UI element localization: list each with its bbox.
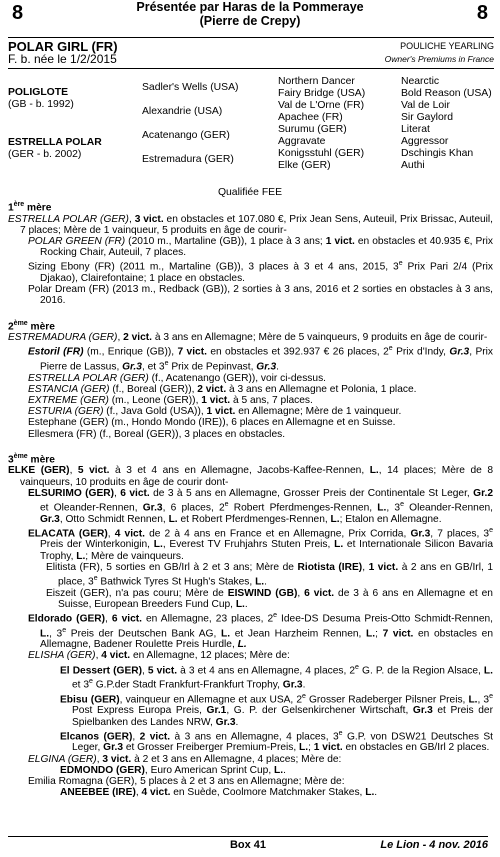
page-footer [8, 836, 488, 853]
produce-entry: ELACATA (GER), 4 vict. de 2 à 4 ans en France et en Allemagne, Prix Corrida, Gr.3, 7 places, 3e Preis der Winterkonigin, L., Everest TV Fruhjahrs Stuten Preis, L. et Internationale Silicon Bavaria Trophy, L.; Mère de vainqueurs. [28, 526, 494, 562]
produce-entry: Ebisu (GER), vainqueur en Allemagne et aux USA, 2e Grosser Radeberger Pilsner Preis, L., 3e Post Express Europa Preis, Gr.1, G. P. der Gelsenkirchener Wirtschaft, Gr.3 et Preis der Spielbanken des Landes NRW, Gr.3. [60, 692, 493, 728]
produce-entry: EDMONDO (GER), Euro American Sprint Cup, L.. [60, 764, 286, 776]
sire-name: POLIGLOTE [8, 87, 69, 98]
g2-item: Acatenango (GER) [142, 130, 230, 141]
horse-name-bar [8, 37, 494, 69]
dam-record: ELKE (GER), 5 vict. à 3 et 4 ans en Allemagne, Jacobs-Kaffee-Rennen, L., 14 places; Mère de 8 vainqueurs, 10 produits en âge de courir dont- [8, 465, 493, 488]
section-heading: 3ème mère [8, 452, 55, 466]
horse-name: POLAR GIRL (FR) [8, 39, 118, 54]
g4-item: Literat [401, 124, 430, 135]
presented-by-line1: Présentée par Haras de la Pommeraye [136, 0, 364, 14]
produce-entry: Elitista (FR), 5 sorties en GB/Irl à 2 et 3 ans; Mère de Riotista (IRE), 1 vict. à 2 ans en GB/Irl, 1 place, 3e Bathwick Tyres St Hugh's Stakes, L.. [46, 561, 493, 588]
lot-number-right: 8 [476, 2, 488, 24]
section-heading: 1ère mère [8, 201, 52, 214]
g2-item: Sadler's Wells (USA) [142, 82, 239, 93]
lot-number-left: 8 [12, 2, 24, 24]
produce-entry: Estephane (GER) (m., Hondo Mondo (IRE)), 6 places en Allemagne et en Suisse. [28, 417, 396, 429]
produce-entry: Emilia Romagna (GER), 5 places à 2 et 3 ans en Allemagne; Mère de: [28, 776, 345, 787]
g3-item: Konigsstuhl (GER) [278, 148, 365, 159]
g2-item: Estremadura (GER) [142, 154, 234, 165]
dam-name: ESTRELLA POLAR [8, 137, 102, 148]
produce-entry: ELGINA (GER), 3 vict. à 2 et 3 ans en Allemagne, 4 places; Mère de: [28, 753, 342, 765]
g4-item: Dschingis Khan [401, 148, 474, 159]
produce-entry: Eiszeit (GER), n'a pas couru; Mère de EISWIND (GB), 6 vict. de 3 à 6 ans en Allemagne et en Suisse, European Breeders Fund Cup, L.. [46, 587, 493, 610]
catalogue-header [0, 0, 500, 38]
sire-info: (GB - b. 1992) [8, 99, 74, 110]
dam-record: ESTREMADURA (GER), 2 vict. à 3 ans en Allemagne; Mère de 5 vainqueurs, 9 produits en âge de courir- [8, 332, 488, 344]
produce-entry: ESTANCIA (GER) (f., Boreal (GER)), 2 vict. à 3 ans en Allemagne et Polonia, 1 place. [28, 383, 417, 395]
produce-record [8, 199, 493, 798]
produce-entry: POLAR GREEN (FR) (2010 m., Martaline (GB)), 1 place à 3 ans; 1 vict. en obstacles et 40.935 €, Prix Rocking Chair, Auteuil, 7 places. [28, 236, 493, 259]
presented-by-line2: (Pierre de Crepy) [199, 14, 301, 28]
g4-item: Val de Loir [401, 100, 450, 111]
g3-item: Val de L'Orne (FR) [278, 100, 365, 111]
g4-item: Aggressor [401, 136, 449, 147]
g3-item: Apachee (FR) [278, 112, 343, 123]
owners-premiums: Owner's Premiums in France [384, 54, 494, 64]
dam-record: ESTRELLA POLAR (GER), 3 vict. en obstacles et 107.080 €, Prix Jean Sens, Auteuil, Prix Brissac, Auteuil, 7 places; Mère de 1 vainqueur, 5 produits en âge de courir- [8, 213, 494, 236]
box-number: Box 41 [229, 839, 267, 851]
produce-entry: Eldorado (GER), 6 vict. en Allemagne, 23 places, 2e Idee-DS Desuma Preis-Otto Schmidt-Rennen, L., 3e Preis der Deutschen Bank AG, L. et Jean Harzheim Rennen, L.; 7 vict. en obstacles en Allemagne, Badener Roulette Preis Hurdle, L. [28, 612, 494, 651]
produce-entry: Sizing Ebony (FR) (2011 m., Martaline (GB)), 3 places à 3 et 4 ans, 2015, 3e Prix Pari 2/4 (Prix Djakao), Clairefontaine; 1 place en obstacles. [28, 260, 493, 284]
produce-entry: ANEEBEE (IRE), 4 vict. en Suède, Coolmore Matchmaker Stakes, L.. [60, 787, 378, 799]
produce-entry: ESTURIA (GER) (f., Java Gold (USA)), 1 vict. en Allemagne; Mère de 1 vainqueur. [28, 406, 402, 418]
produce-entry: El Dessert (GER), 5 vict. à 3 et 4 ans en Allemagne, 4 places, 2e G. P. de la Region Alsace, L. et 3e G.P.der Stadt Frankfurt-Frankfurt Trophy, Gr.3. [60, 663, 493, 691]
g3-item: Northern Dancer [278, 76, 355, 87]
g2-item: Alexandrie (USA) [142, 106, 223, 117]
produce-entry: Elcanos (GER), 2 vict. à 3 ans en Allemagne, 4 places, 3e G.P. von DSW21 Deutsches St Leger, Gr.3 et Grosser Freiberger Premium-Preis, L.; 1 vict. en obstacles en GB/Irl 2 places. [60, 729, 494, 754]
produce-entry: Estoril (FR) (m., Enrique (GB)), 7 vict. en obstacles et 392.937 € 26 places, 2e Prix d'Indy, Gr.3, Prix Pierre de Lassus, Gr.3, et 3e Prix de Pepinvast, Gr.3. [28, 345, 493, 373]
horse-birth: F. b. née le 1/2/2015 [8, 52, 117, 66]
section-heading: 2ème mère [8, 319, 55, 332]
g4-item: Authi [401, 160, 425, 171]
produce-entry: Ellesmera (FR) (f., Boreal (GER)), 3 places en obstacles. [28, 428, 286, 440]
g3-item: Surumu (GER) [278, 124, 347, 135]
g3-item: Aggravate [278, 136, 326, 147]
horse-sex: POULICHE YEARLING [400, 41, 494, 51]
presented-by [60, 0, 440, 28]
qualification: Qualifiée FEE [217, 187, 283, 198]
produce-entry: ELISHA (GER), 4 vict. en Allemagne, 12 places; Mère de: [28, 650, 290, 662]
g4-item: Nearctic [401, 76, 440, 87]
sale-info: Le Lion - 4 nov. 2016 [380, 839, 488, 851]
dam-info: (GER - b. 2002) [8, 149, 82, 160]
pedigree-table [8, 76, 500, 176]
produce-entry: Polar Dream (FR) (2013 m., Redback (GB)), 2 sorties à 3 ans, 2016 et 2 sorties en obstacles à 3 ans, 2016. [28, 284, 493, 307]
g4-item: Bold Reason (USA) [401, 88, 492, 99]
produce-entry: ELSURIMO (GER), 6 vict. de 3 à 5 ans en Allemagne, Grosser Preis der Continentale St Leger, Gr.2 et Oleander-Rennen, Gr.3, 6 places, 2e Robert Pferdmenges-Rennen, L., 3e Oleander-Rennen, Gr.3, Otto Schmidt Rennen, L. et Robert Pferdmenges-Rennen, L.; Etalon en Allemagne. [28, 487, 493, 525]
g3-item: Elke (GER) [278, 160, 331, 171]
produce-entry: ESTRELLA POLAR (GER) (f., Acatenango (GER)), voir ci-dessus. [28, 372, 326, 384]
g4-item: Sir Gaylord [401, 112, 453, 123]
produce-entry: EXTREME (GER) (m., Leone (GER)), 1 vict. à 5 ans, 7 places. [28, 395, 313, 406]
g3-item: Fairy Bridge (USA) [278, 88, 366, 99]
